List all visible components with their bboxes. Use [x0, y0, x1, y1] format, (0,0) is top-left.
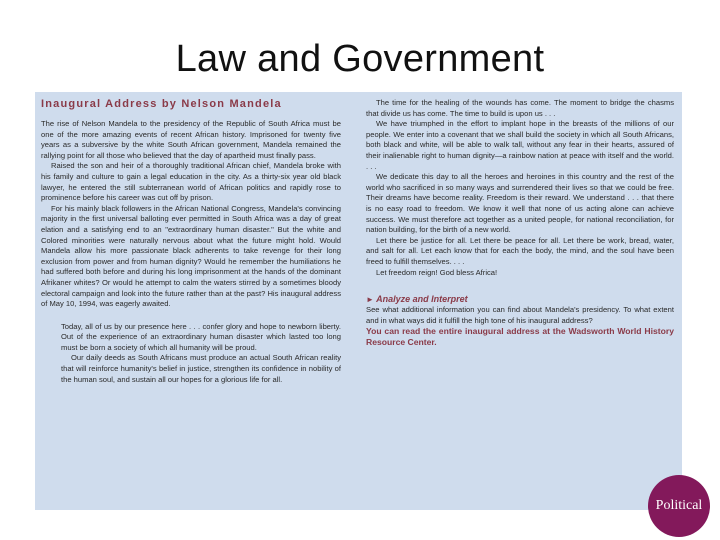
quote-paragraph: Let there be justice for all. Let there be peace for all. Let there be work, bread, water, and salt for all. Let each know that for each the body, the mind, and the soul have been freed to fulfill themselves. . . .: [366, 235, 674, 266]
quote-paragraph: We have triumphed in the effort to implant hope in the breasts of the millions of our people. We enter into a covenant that we shall build the society in which all South Africans, both black and white, will be able to walk tall, without any fear in their hearts, assured of their inalienable right to human dignity—a rainbow nation at peace with itself and the world. . . .: [366, 119, 674, 171]
quote-paragraph: We dedicate this day to all the heroes and heroines in this country and the rest of the world who sacrificed in so many ways and surrendered their lives so that we could be free. Their dreams have become reality. Freedom is their reward. We understand . . . that there is no easy road to freedom. We know it well that none of us acting alone can achieve success. We must therefore act together as a united people, for national reconciliation, for nation building, for the birth of a new world.: [366, 172, 674, 235]
intro-paragraph-3: For his mainly black followers in the African National Congress, Mandela's convincing majority in the first universal balloting ever permitted in South Africa was a day of great elation and a satisfying end to an "extraordinary human disaster." But the white and Colored minorities were naturally nervous about what the future might hold. Would Mandela allow his more passionate black adherents to take revenge for their long exclusion from power and from human dignity? Would he remember the humiliations he had suffered both before and during his long imprisonment at the hands of the dominant Afrikaner whites? Or would he attempt to calm the waters stirred by a sometimes bloody electoral campaign and look into the future rather than at the past? His inaugural address of May 10, 1994, was eagerly awaited.: [41, 203, 341, 309]
right-quote-block: [366, 98, 674, 278]
slide-title: Law and Government: [175, 38, 545, 80]
document-panel: [35, 92, 682, 510]
quote-paragraph: Today, all of us by our presence here . . . confer glory and hope to newborn liberty. Out of the experience of an extraordinary human disaster which lasted too long must be born a society of which all humanity will be proud.: [61, 321, 341, 352]
document-heading: Inaugural Address by Nelson Mandela: [41, 98, 282, 110]
resource-note: You can read the entire inaugural address at the Wadsworth World History Resource Center.: [366, 326, 674, 348]
category-badge: Political: [648, 475, 710, 537]
quote-paragraph: Our daily deeds as South Africans must produce an actual South African reality that will reinforce humanity's belief in justice, strengthen its confidence in nobility of the human soul, and sustain all our hopes for a glorious life for all.: [61, 353, 341, 384]
right-column: [366, 92, 674, 348]
intro-paragraph-2: Raised the son and heir of a thoroughly traditional African chief, Mandela broke with his family and culture to gain a legal education in the city. As a thirty-six year old black lawyer, he entered the still subterranean world of African politics and rapidly rose to prominence before his career was cut off by prison.: [41, 161, 341, 203]
analyze-text: See what additional information you can find about Mandela's presidency. To what extent and in what ways did it fulfill the high tone of his inaugural address?: [366, 305, 674, 325]
quote-paragraph: The time for the healing of the wounds has come. The moment to bridge the chasms that divide us has come. The time to build is upon us . . .: [366, 98, 674, 118]
left-quote-block: [41, 322, 341, 386]
quote-paragraph: Let freedom reign! God bless Africa!: [376, 267, 498, 277]
analyze-title-text: Analyze and Interpret: [376, 294, 468, 305]
left-column: [41, 92, 341, 385]
intro-paragraph-1: The rise of Nelson Mandela to the presidency of the Republic of South Africa must be one of the more amazing events of recent African history. Imprisoned for twenty five years as a subversive by the white South African government, Mandela remained the rallying point for all those who believed that the day of apartheid must finally pass.: [41, 119, 341, 160]
analyze-heading: [366, 294, 674, 305]
triangle-arrow-icon: ►: [366, 295, 374, 305]
